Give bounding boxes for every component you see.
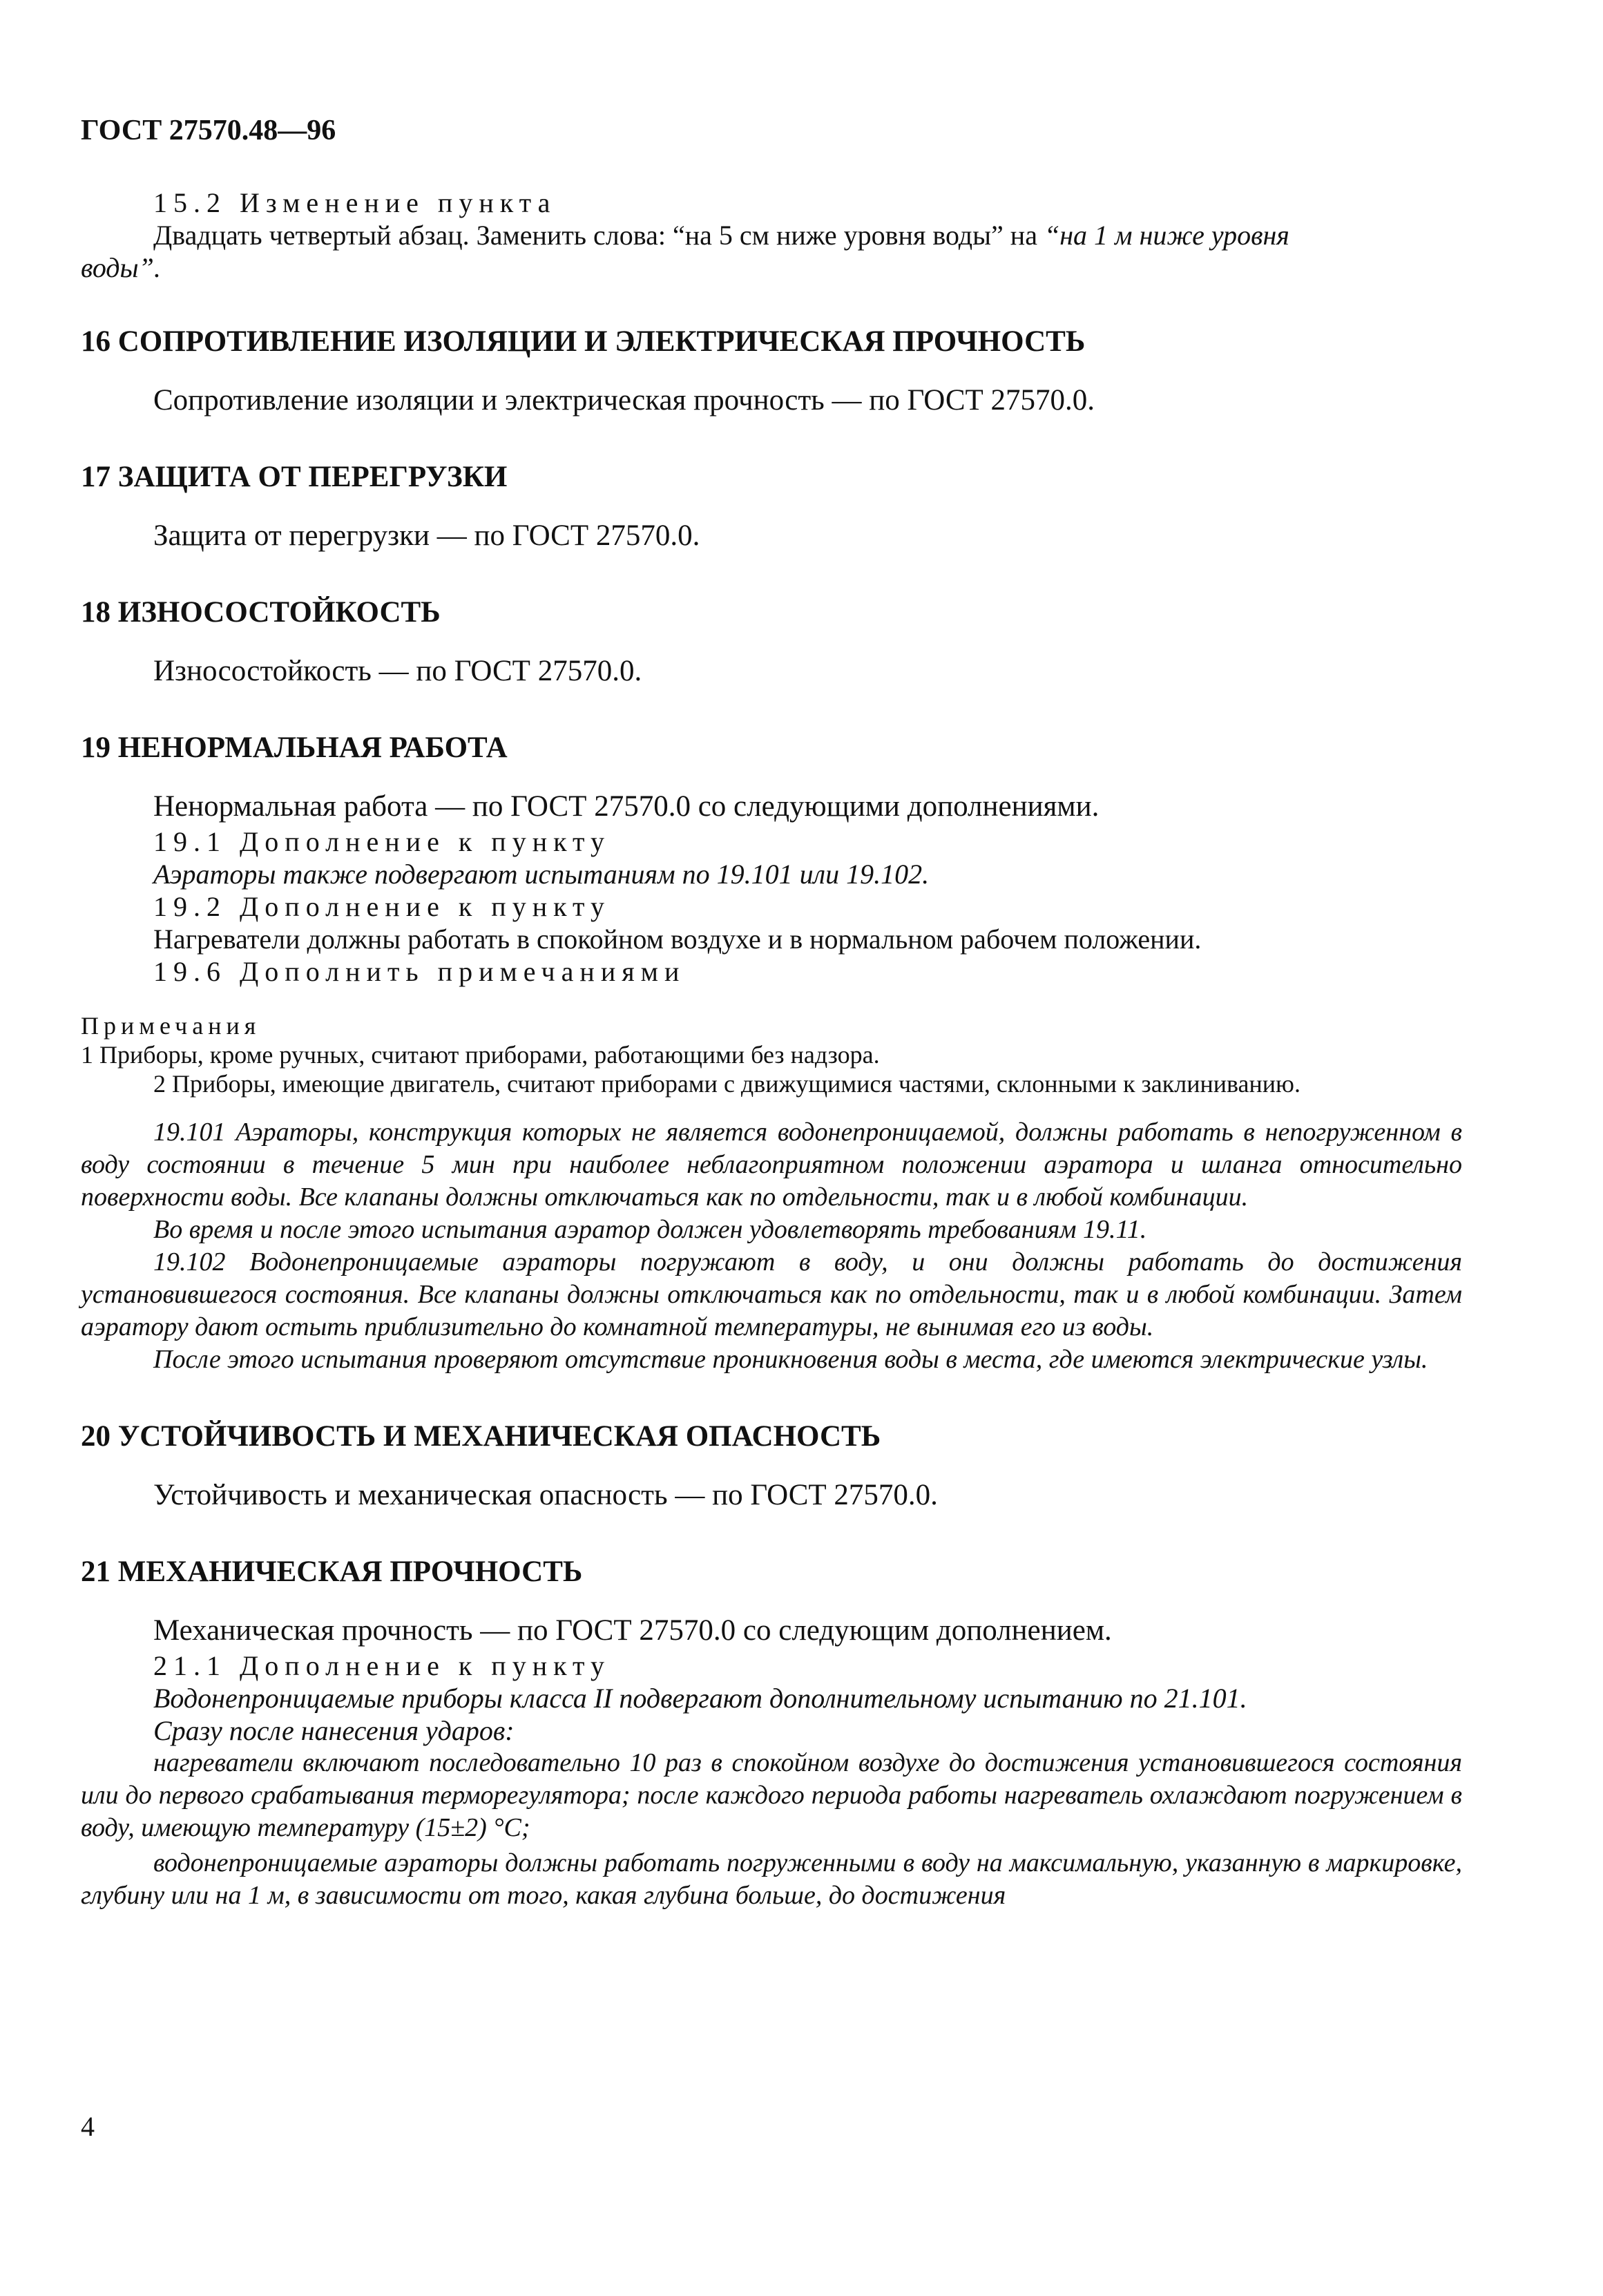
clause-21-1-title: 21.1 Дополнение к пункту	[153, 1650, 611, 1681]
section-19-clauses	[153, 825, 1462, 988]
document-body	[81, 186, 1462, 1912]
section-19	[81, 729, 1462, 1376]
section-18	[81, 593, 1462, 690]
clause-15-2-text-italic: “на 1 м ниже уровня	[1044, 220, 1289, 251]
section-19-body: Ненормальная работа — по ГОСТ 27570.0 со следующими дополнениями.	[153, 790, 1100, 823]
notes-title: Примечания	[81, 1012, 261, 1040]
section-17-heading: 17 ЗАЩИТА ОТ ПЕРЕГРУЗКИ	[81, 461, 508, 493]
clause-19-101-block	[81, 1116, 1462, 1376]
clause-21-1-text: Водонепроницаемые приборы класса II подвергают дополнительному испытанию по 21.101.	[153, 1683, 1247, 1714]
clause-19-101: 19.101 Аэраторы, конструкция которых не является водонепроницаемой, должны работать в непогруженном в воду состоянии в течение 5 мин при наиболее неблагоприятном положении аэратора и шланга относительно поверхности воды. Все клапаны должны отключаться как по отдельности, так и в любой комбинации.	[81, 1118, 1462, 1212]
section-19-heading: 19 НЕНОРМАЛЬНАЯ РАБОТА	[81, 731, 508, 764]
clause-21-after-impacts: Сразу после нанесения ударов:	[153, 1715, 515, 1746]
clause-15-2-text	[153, 219, 1462, 251]
section-21-body: Механическая прочность — по ГОСТ 27570.0 со следующим дополнением.	[153, 1614, 1112, 1647]
section-17-body: Защита от перегрузки — по ГОСТ 27570.0.	[153, 519, 700, 552]
clause-19-101-requirement: Во время и после этого испытания аэратор должен удовлетворять требованиям 19.11.	[153, 1215, 1147, 1244]
notes-block	[81, 1011, 1462, 1098]
section-21-heading: 21 МЕХАНИЧЕСКАЯ ПРОЧНОСТЬ	[81, 1556, 583, 1588]
clause-21-heaters: нагреватели включают последовательно 10 раз в спокойном воздухе до достижения установившегося состояния или до первого срабатывания терморегулятора; после каждого периода работы нагреватель охлаждают погружением в воду, имеющую температуру (15±2) °С;	[81, 1748, 1462, 1842]
clause-15-2	[153, 186, 1462, 219]
clause-19-1-text: Аэраторы также подвергают испытаниям по 19.101 или 19.102.	[153, 859, 930, 890]
section-20	[81, 1417, 1462, 1514]
section-20-body: Устойчивость и механическая опасность — по ГОСТ 27570.0.	[153, 1479, 938, 1511]
clause-19-1-title: 19.1 Дополнение к пункту	[153, 826, 611, 857]
clause-15-2-text-plain: Двадцать четвертый абзац. Заменить слова: “на 5 см ниже уровня воды” на	[153, 220, 1044, 251]
note-1: 1 Приборы, кроме ручных, считают приборами, работающими без надзора.	[81, 1041, 880, 1069]
section-21-clauses	[153, 1649, 1462, 1747]
clause-19-102: 19.102 Водонепроницаемые аэраторы погружают в воду, и они должны работать до достижения установившегося состояния. Все клапаны должны отключаться как по отдельности, так и в любой комбинации. Затем аэратору дают остыть приблизительно до комнатной температуры, не вынимая его из воды.	[81, 1247, 1462, 1341]
page-number: 4	[81, 2111, 95, 2142]
note-2: 2 Приборы, имеющие двигатель, считают приборами с движущимися частями, склонными к заклиниванию.	[153, 1070, 1300, 1098]
section-16-heading: 16 СОПРОТИВЛЕНИЕ ИЗОЛЯЦИИ И ЭЛЕКТРИЧЕСКАЯ ПРОЧНОСТЬ	[81, 325, 1086, 358]
clause-21-aerators: водонепроницаемые аэраторы должны работать погруженными в воду на максимальную, указанную в маркировке, глубину или на 1 м, в зависимости от того, какая глубина больше, до достижения	[81, 1848, 1462, 1910]
section-16	[81, 323, 1462, 419]
clause-19-2-text: Нагреватели должны работать в спокойном воздухе и в нормальном рабочем положении.	[153, 924, 1202, 955]
section-21	[81, 1553, 1462, 1912]
clause-19-102-check: После этого испытания проверяют отсутствие проникновения воды в места, где имеются электрические узлы.	[153, 1345, 1428, 1374]
section-20-heading: 20 УСТОЙЧИВОСТЬ И МЕХАНИЧЕСКАЯ ОПАСНОСТЬ	[81, 1420, 881, 1453]
section-16-body: Сопротивление изоляции и электрическая прочность — по ГОСТ 27570.0.	[153, 384, 1095, 417]
document-header: ГОСТ 27570.48—96	[81, 115, 336, 146]
section-18-heading: 18 ИЗНОСОСТОЙКОСТЬ	[81, 596, 441, 629]
section-17	[81, 458, 1462, 555]
clause-15-2-title: 15.2 Изменение пункта	[153, 187, 557, 218]
clause-19-2-title: 19.2 Дополнение к пункту	[153, 891, 611, 922]
section-18-body: Износостойкость — по ГОСТ 27570.0.	[153, 655, 642, 687]
clause-19-6-title: 19.6 Дополнить примечаниями	[153, 956, 686, 987]
clause-15-2-text-italic-end: воды”.	[81, 252, 161, 283]
